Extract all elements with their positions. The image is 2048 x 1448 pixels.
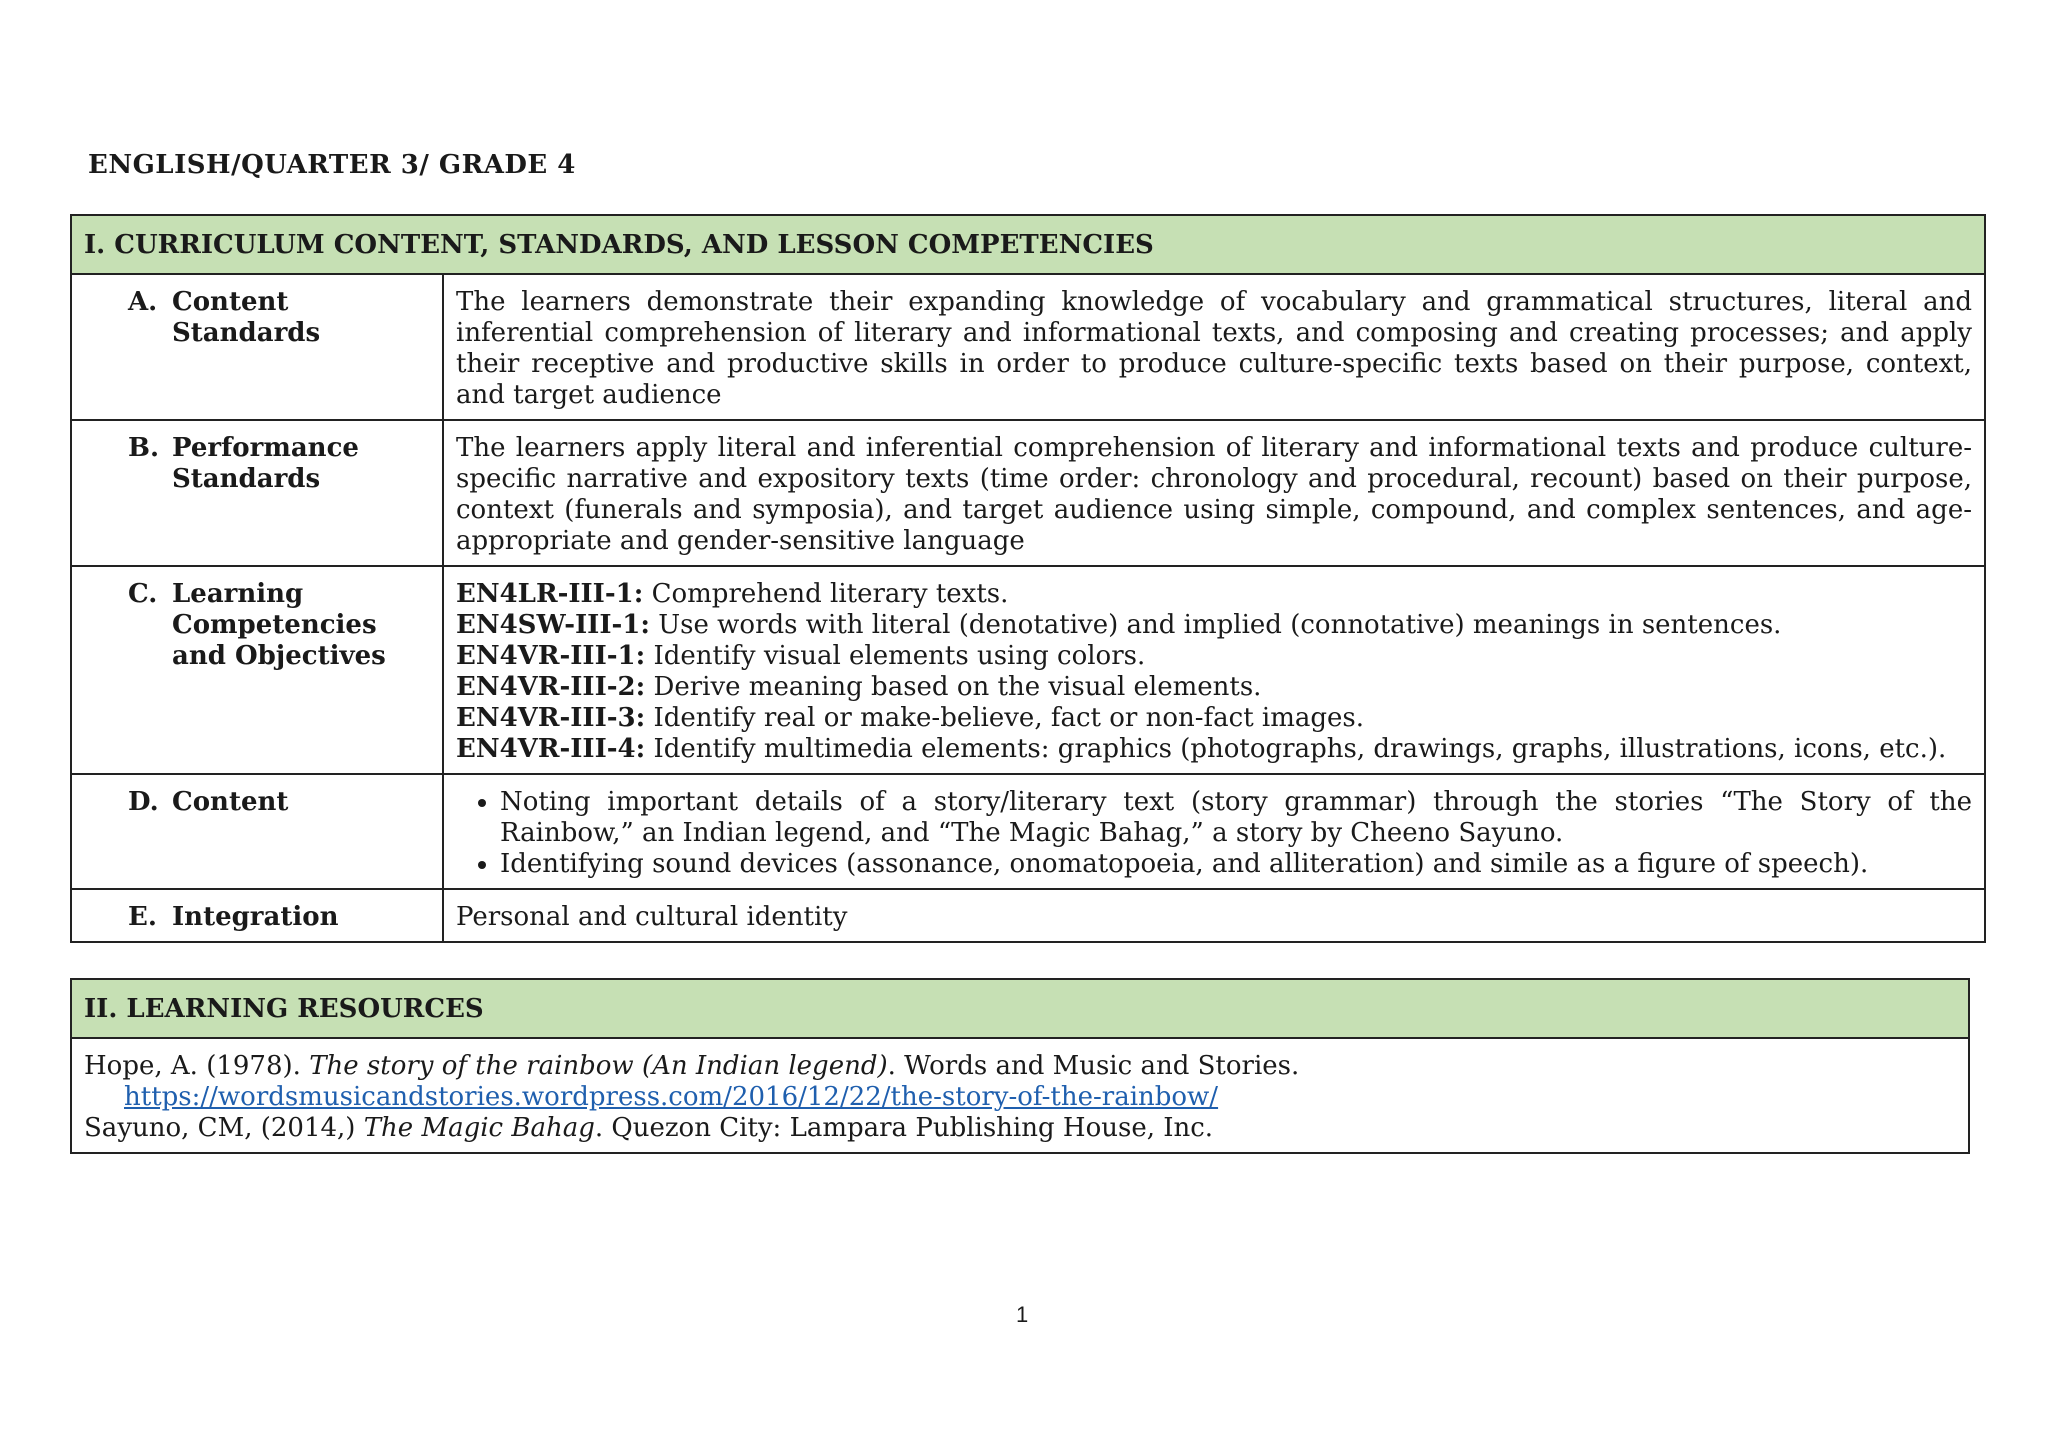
competency-code: EN4VR-III-3:	[456, 703, 646, 733]
competency-text: Use words with literal (denotative) and implied (connotative) meanings in sentences.	[649, 610, 1782, 640]
row-label-text: Learning Competencies and Objectives	[172, 579, 386, 671]
section-header-curriculum	[71, 215, 1985, 274]
reference-author: Hope, A. (1978).	[84, 1051, 310, 1081]
performance-standards-text: The learners apply literal and inferential comprehension of literary and informational texts and produce culture-specific narrative and expository texts (time order: chronology and procedural, recount) based on their purpose, context (funerals and symposia), and target audience using simple, compound, and complex sentences, and age-appropriate and gender-sensitive language	[443, 420, 1985, 566]
row-letter: C.	[128, 579, 158, 609]
content-standards-text: The learners demonstrate their expanding knowledge of vocabulary and grammatical structures, literal and inferential comprehension of literary and informational texts, and composing and creating processes; and apply their receptive and productive skills in order to produce culture-specific texts based on their purpose, context, and target audience	[443, 274, 1985, 420]
reference-item	[84, 1113, 1956, 1144]
competencies-row	[71, 566, 1985, 774]
resources-row	[71, 1038, 1969, 1153]
row-label	[71, 889, 443, 942]
reference-author: Sayuno, CM, (2014,)	[84, 1113, 364, 1143]
competency-code: EN4SW-III-1:	[456, 610, 650, 640]
competency-text: Derive meaning based on the visual elements.	[645, 672, 1262, 702]
row-label	[71, 566, 443, 774]
reference-title: The Magic Bahag	[363, 1113, 595, 1143]
page-number: 1	[1016, 1302, 1029, 1327]
section-header-resources	[71, 979, 1969, 1038]
competency-item	[456, 734, 1972, 765]
row-letter: E.	[128, 902, 157, 932]
competency-text: Comprehend literary texts.	[643, 579, 1009, 609]
competency-item	[456, 579, 1972, 610]
competency-item	[456, 672, 1972, 703]
bullet-list	[456, 787, 1972, 880]
row-label-text: Content Standards	[172, 287, 321, 348]
competency-code: EN4VR-III-1:	[456, 641, 646, 671]
competencies-list	[443, 566, 1985, 774]
section-title: II. LEARNING RESOURCES	[71, 979, 1969, 1038]
resources-table	[70, 978, 1970, 1154]
row-label-text: Integration	[172, 902, 339, 932]
competency-item	[456, 641, 1972, 672]
performance-standards-row	[71, 420, 1985, 566]
reference-link[interactable]: https://wordsmusicandstories.wordpress.com/2016/12/22/the-story-of-the-rainbow/	[124, 1082, 1219, 1112]
page-title: ENGLISH/QUARTER 3/ GRADE 4	[88, 150, 576, 180]
competency-code: EN4VR-III-4:	[456, 734, 646, 764]
content-standards-row	[71, 274, 1985, 420]
content-bullets	[443, 774, 1985, 889]
curriculum-table	[70, 214, 1986, 943]
bullet-item: • Identifying sound devices (assonance, onomatopoeia, and alliteration) and simile as a figure of speech).	[500, 849, 1972, 880]
content-row	[71, 774, 1985, 889]
integration-row	[71, 889, 1985, 942]
integration-text: Personal and cultural identity	[443, 889, 1985, 942]
competency-code: EN4VR-III-2:	[456, 672, 646, 702]
competency-text: Identify real or make-believe, fact or non-fact images.	[645, 703, 1365, 733]
row-label	[71, 420, 443, 566]
competency-item	[456, 610, 1972, 641]
row-label-text: Content	[172, 787, 289, 817]
reference-publisher: . Words and Music and Stories.	[887, 1051, 1300, 1081]
row-label	[71, 774, 443, 889]
reference-publisher: . Quezon City: Lampara Publishing House, Inc.	[594, 1113, 1214, 1143]
bullet-item: • Noting important details of a story/literary text (story grammar) through the stories “The Story of the Rainbow,” an Indian legend, and “The Magic Bahag,” a story by Cheeno Sayuno.	[500, 787, 1972, 849]
competency-text: Identify multimedia elements: graphics (photographs, drawings, graphs, illustrations, icons, etc.).	[645, 734, 1947, 764]
row-letter: B.	[128, 433, 160, 463]
row-label-text: Performance Standards	[172, 433, 359, 494]
section-title: I. CURRICULUM CONTENT, STANDARDS, AND LESSON COMPETENCIES	[71, 215, 1985, 274]
reference-item	[84, 1051, 1956, 1113]
row-label	[71, 274, 443, 420]
reference-title: The story of the rainbow (An Indian legend)	[309, 1051, 888, 1081]
resources-cell	[71, 1038, 1969, 1153]
row-letter: D.	[128, 787, 159, 817]
competency-item	[456, 703, 1972, 734]
competency-code: EN4LR-III-1:	[456, 579, 644, 609]
row-letter: A.	[128, 287, 158, 317]
competency-text: Identify visual elements using colors.	[645, 641, 1146, 671]
